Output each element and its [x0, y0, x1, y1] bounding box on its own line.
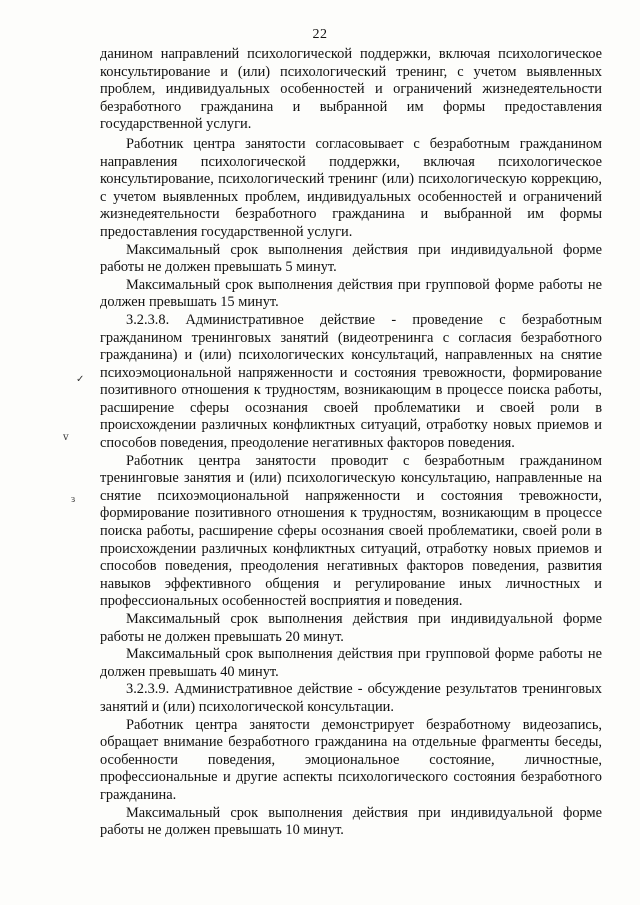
- paragraph: Работник центра занятости демонстрирует безработному видеозапись, обращает внимание безработного гражданина на отдельные фрагменты беседы, особенности поведения, эмоциональное состояние, личностные, профессиональные и другие аспекты психологического состояния безработного гражданина.: [100, 716, 602, 803]
- paragraph: данином направлений психологической поддержки, включая психологическое консультирование и (или) психологический тренинг, с учетом выявленных проблем, индивидуальных особенностей и ограничений жизнедеятельности безработного гражданина и выбранной им формы предоставления государственной услуги.: [100, 46, 602, 133]
- document-body: [100, 46, 602, 840]
- paragraph: Максимальный срок выполнения действия при групповой форме работы не должен превышать 40 минут.: [100, 646, 602, 680]
- paragraph: 3.2.3.8. Административное действие - проведение с безработным гражданином тренинговых занятий (видеотренинга с согласия безработного гражданина) и (или) психологических консультаций, направленных на снятие психоэмоциональной напряженности и состояния тревожности, формирование позитивного отношения к трудностям, возникающим в процессе поиска работы, расширение сферы осознания своей проблематики и своей роли в происхождении различных конфликтных ситуаций, отработку новых приемов и способов поведения, преодоление негативных факторов поведения.: [100, 311, 602, 452]
- margin-mark: ɜ: [71, 494, 76, 505]
- margin-mark: ✓: [76, 374, 85, 385]
- paragraph: 3.2.3.9. Административное действие - обсуждение результатов тренинговых занятий и (или) психологической консультации.: [100, 681, 602, 715]
- paragraph: Работник центра занятости согласовывает с безработным гражданином направления психологической поддержки, включая психологическое консультирование, психологический тренинг (или) психологическую коррекцию, с учетом выявленных проблем, индивидуальных особенностей и ограничений жизнедеятельности безработного гражданина и выбранной им формы предоставления государственной услуги.: [100, 135, 602, 240]
- margin-mark: ⅴ: [63, 432, 69, 443]
- paragraph: Работник центра занятости проводит с безработным гражданином тренинговые занятия и (или) психологическую консультацию, направленные на снятие психоэмоциональной напряженности и состояния тревожности, формирование позитивного отношения к трудностям, возникающим в процессе поиска работы, расширение сферы осознания своей проблематики, своей роли в происхождении различных конфликтных ситуаций, отработку новых приемов и способов поведения, преодоления негативных факторов поведения, развития навыков эффективного общения и регулирование иных личностных и профессиональных особенностей восприятия и поведения.: [100, 452, 602, 610]
- paragraph: Максимальный срок выполнения действия при индивидуальной форме работы не должен превышать 10 минут.: [100, 804, 602, 839]
- paragraph: Максимальный срок выполнения действия при групповой форме работы не должен превышать 15 минут.: [100, 276, 602, 311]
- page-number: 22: [312, 27, 328, 42]
- paragraph: Максимальный срок выполнения действия при индивидуальной форме работы не должен превышать 5 минут.: [100, 241, 602, 276]
- paragraph: Максимальный срок выполнения действия при индивидуальной форме работы не должен превышать 20 минут.: [100, 611, 602, 645]
